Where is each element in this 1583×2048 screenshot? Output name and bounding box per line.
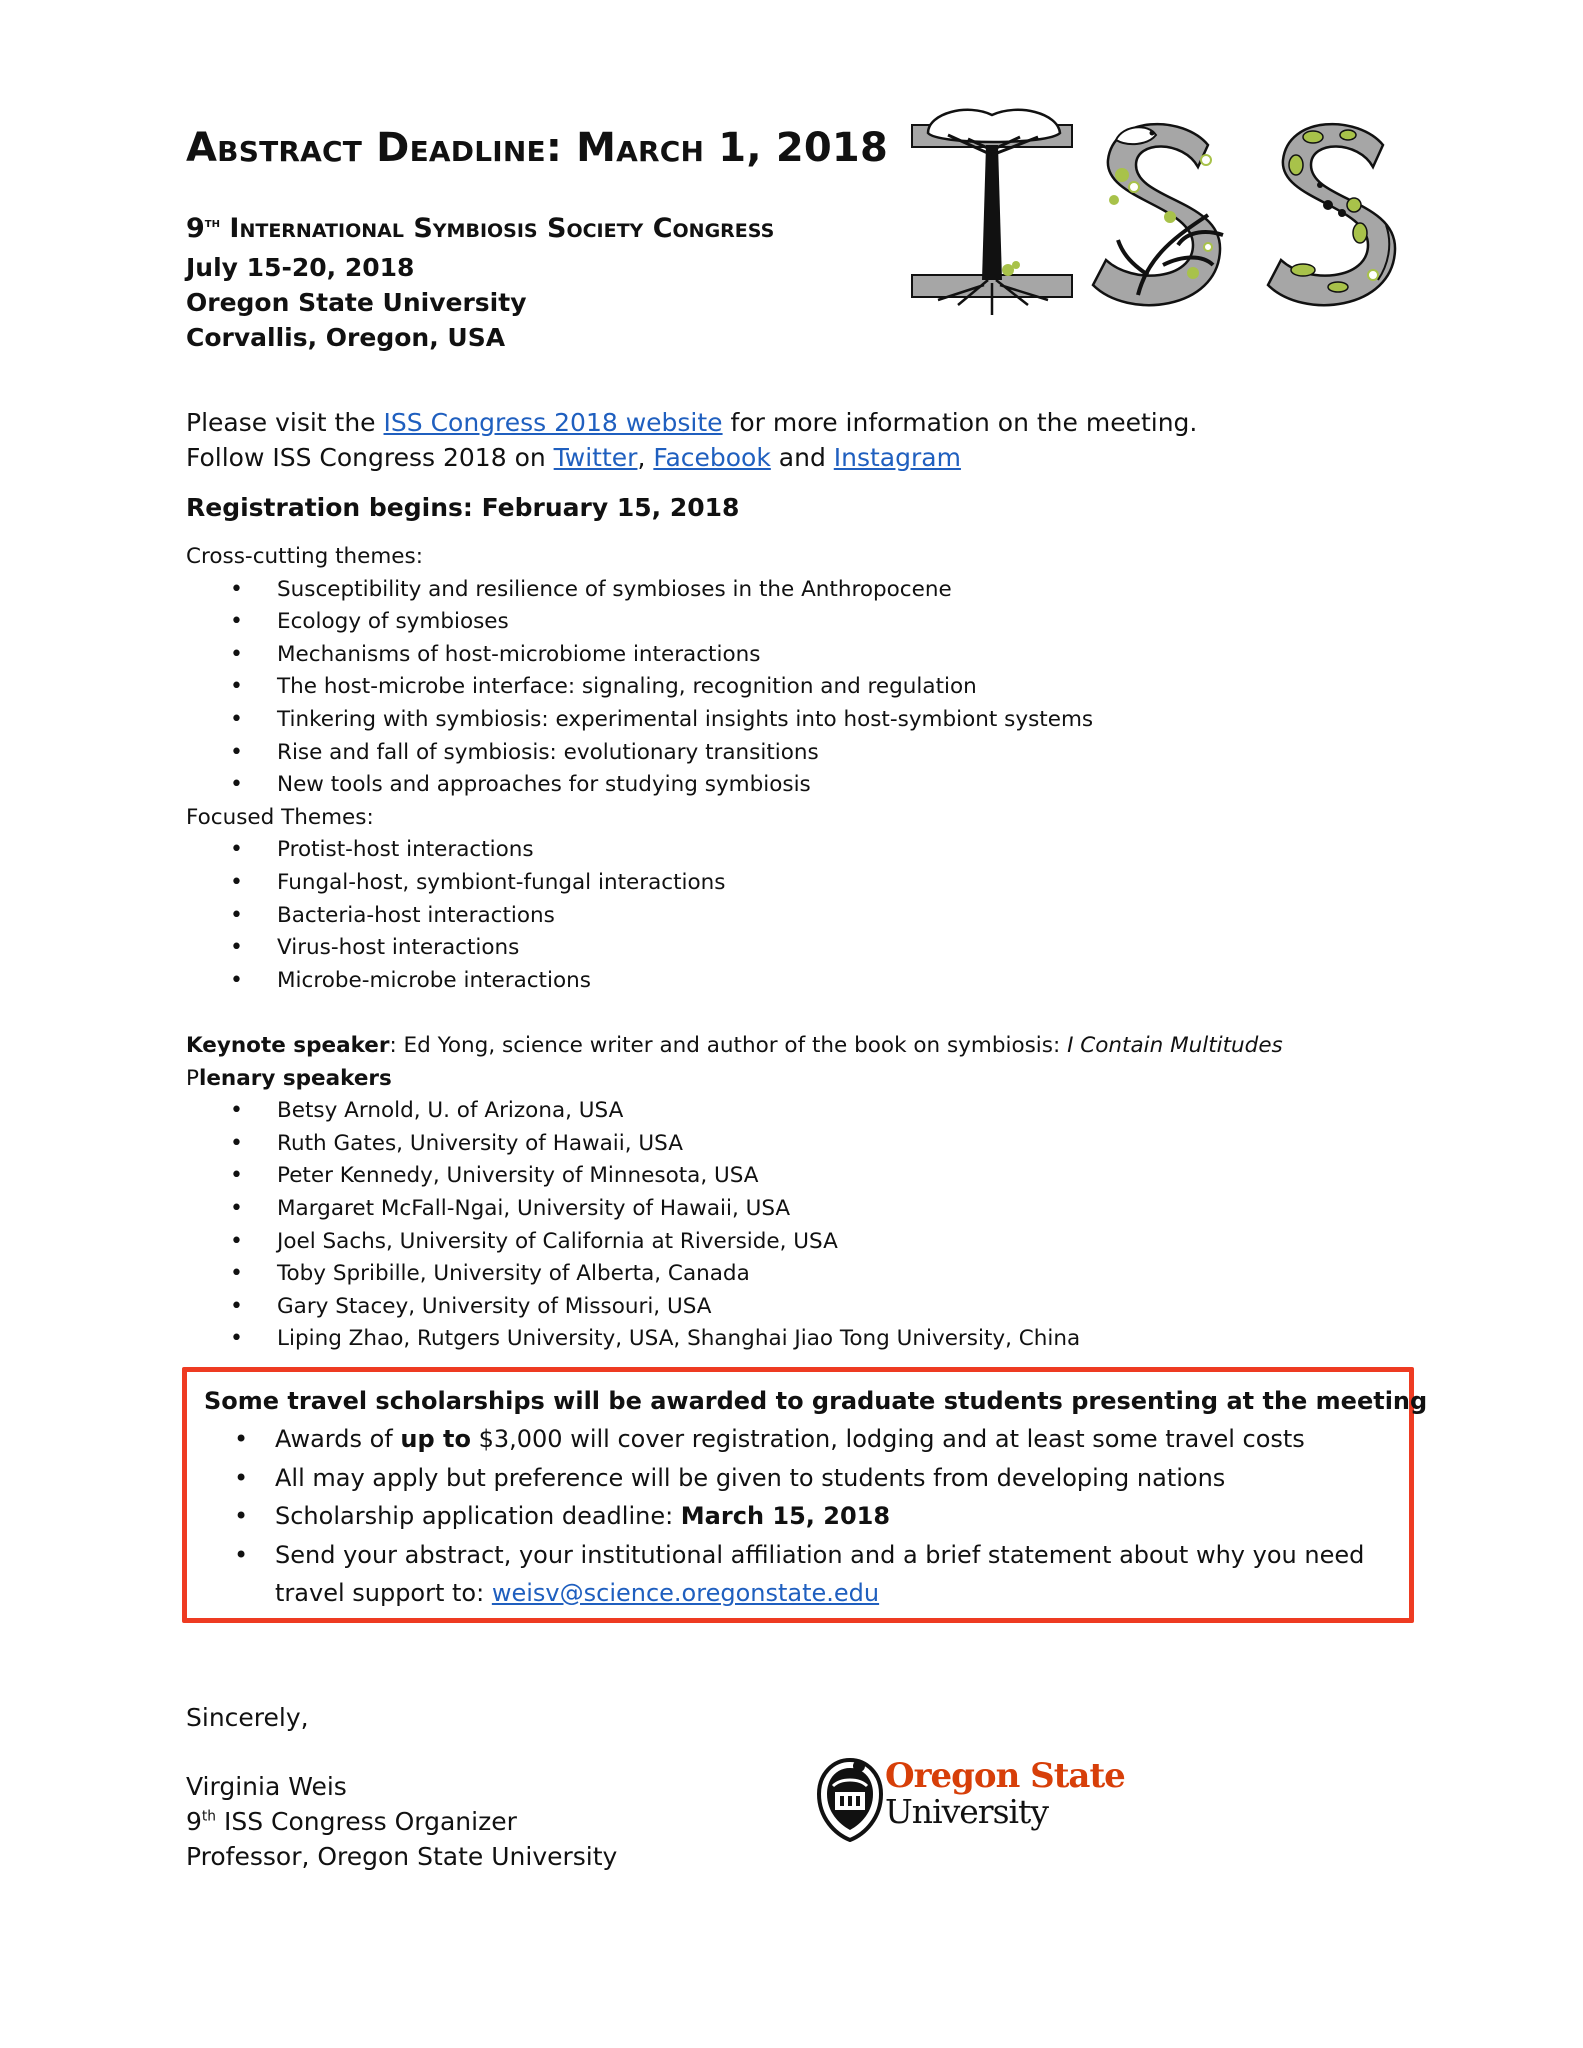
list-item: • Mechanisms of host-microbiome interactions (186, 639, 1386, 672)
role-ordinal-suffix: th (201, 1808, 217, 1825)
congress-name: International Symbiosis Society Congress (229, 213, 775, 244)
iss-website-link[interactable]: ISS Congress 2018 website (383, 408, 723, 437)
role-ordinal: 9 (186, 1807, 202, 1836)
list-item: • Gary Stacey, University of Missouri, USA (186, 1291, 1436, 1324)
signer-role (186, 1804, 517, 1839)
list-item: • Liping Zhao, Rutgers University, USA, Shanghai Jiao Tong University, China (186, 1323, 1436, 1356)
list-item: • Protist-host interactions (186, 834, 1386, 867)
plenary-heading (186, 1063, 1436, 1096)
keynote-book: I Contain Multitudes (1067, 1033, 1283, 1058)
scholarship-heading: Some travel scholarships will be awarded to graduate students presenting at the meeting (204, 1387, 1428, 1415)
keynote-label: Keynote speaker (186, 1033, 390, 1058)
facebook-link[interactable]: Facebook (653, 443, 771, 472)
visit-suffix: for more information on the meeting. (722, 408, 1198, 437)
themes-section (186, 541, 1386, 997)
cross-cutting-label: Cross-cutting themes: (186, 544, 423, 569)
speakers-section (186, 1030, 1436, 1356)
abstract-deadline-heading: Abstract Deadline: March 1, 2018 (186, 125, 888, 171)
registration-begins: Registration begins: February 15, 2018 (186, 493, 740, 522)
scholarship-list (184, 1420, 1404, 1613)
visit-line (186, 405, 1197, 440)
keynote-text: : Ed Yong, science writer and author of the book on symbiosis: (389, 1033, 1068, 1058)
list-item: • Ecology of symbioses (186, 606, 1386, 639)
focused-themes-label: Focused Themes: (186, 804, 374, 830)
list-item: • Virus-host interactions (186, 932, 1386, 965)
list-item: • Betsy Arnold, U. of Arizona, USA (186, 1095, 1436, 1128)
osu-logo-line1: Oregon State (885, 1756, 1125, 1796)
b4-pre: travel support to: (275, 1579, 492, 1607)
congress-ordinal-suffix: th (204, 213, 220, 231)
congress-dates: July 15-20, 2018 (186, 253, 415, 282)
b3-pre: Scholarship application deadline: (275, 1502, 681, 1530)
iss-logo-letter-i (912, 110, 1072, 315)
list-item: • Ruth Gates, University of Hawaii, USA (186, 1128, 1436, 1161)
role-rest: ISS Congress Organizer (216, 1807, 517, 1836)
b1-pre: Awards of (275, 1425, 401, 1453)
signer-title: Professor, Oregon State University (186, 1842, 618, 1871)
scholarship-box (182, 1367, 1428, 1623)
and-text: and (770, 443, 834, 472)
list-item: • Fungal-host, symbiont-fungal interactions (186, 867, 1386, 900)
plenary-list (186, 1095, 1436, 1356)
cross-cutting-list (186, 574, 1386, 802)
comma: , (637, 443, 654, 472)
twitter-link[interactable]: Twitter (553, 443, 638, 472)
focused-themes-list (186, 834, 1386, 997)
osu-logo (815, 1756, 1125, 1842)
instagram-link[interactable]: Instagram (833, 443, 961, 472)
congress-venue: Oregon State University (186, 288, 527, 317)
follow-line (186, 440, 961, 475)
list-item: • Joel Sachs, University of California at Riverside, USA (186, 1226, 1436, 1259)
osu-seal-icon (815, 1756, 885, 1842)
iss-logo-letter-s1 (1093, 124, 1223, 305)
list-item: • Margaret McFall-Ngai, University of Hawaii, USA (186, 1193, 1436, 1226)
follow-prefix: Follow ISS Congress 2018 on (186, 443, 554, 472)
list-item (184, 1420, 1404, 1459)
list-item: • All may apply but preference will be given to students from developing nations (184, 1459, 1404, 1498)
plenary-first-letter: P (186, 1065, 199, 1091)
iss-logo-letter-s2 (1268, 124, 1395, 305)
list-item: • Toby Spribille, University of Alberta, Canada (186, 1258, 1436, 1291)
list-item: • Susceptibility and resilience of symbioses in the Anthropocene (186, 574, 1386, 607)
list-item: • Microbe-microbe interactions (186, 965, 1386, 998)
email-link[interactable]: weisv@science.oregonstate.edu (491, 1579, 880, 1607)
congress-title (186, 213, 774, 244)
b1-post: $3,000 will cover registration, lodging and at least some travel costs (470, 1425, 1305, 1453)
b3-bold: March 15, 2018 (680, 1502, 891, 1530)
congress-location: Corvallis, Oregon, USA (186, 323, 506, 352)
list-item: • Peter Kennedy, University of Minnesota, USA (186, 1160, 1436, 1193)
visit-prefix: Please visit the (186, 408, 384, 437)
congress-ordinal: 9 (186, 213, 205, 244)
keynote-line (186, 1030, 1436, 1063)
osu-logo-line2: University (885, 1792, 1048, 1831)
list-item: • Tinkering with symbiosis: experimental insights into host-symbiont systems (186, 704, 1386, 737)
list-item: • The host-microbe interface: signaling, recognition and regulation (186, 671, 1386, 704)
signer-name: Virginia Weis (186, 1772, 347, 1801)
b4-line1: Send your abstract, your institutional affiliation and a brief statement about why you need (275, 1540, 1365, 1569)
list-item (184, 1536, 1404, 1613)
salutation: Sincerely, (186, 1703, 309, 1732)
iss-logo (908, 105, 1413, 320)
list-item (184, 1497, 1404, 1536)
b1-bold: up to (400, 1425, 471, 1453)
list-item: • Bacteria-host interactions (186, 900, 1386, 933)
list-item: • Rise and fall of symbiosis: evolutionary transitions (186, 737, 1386, 770)
plenary-rest: lenary speakers (198, 1065, 392, 1091)
list-item: • New tools and approaches for studying symbiosis (186, 769, 1386, 802)
